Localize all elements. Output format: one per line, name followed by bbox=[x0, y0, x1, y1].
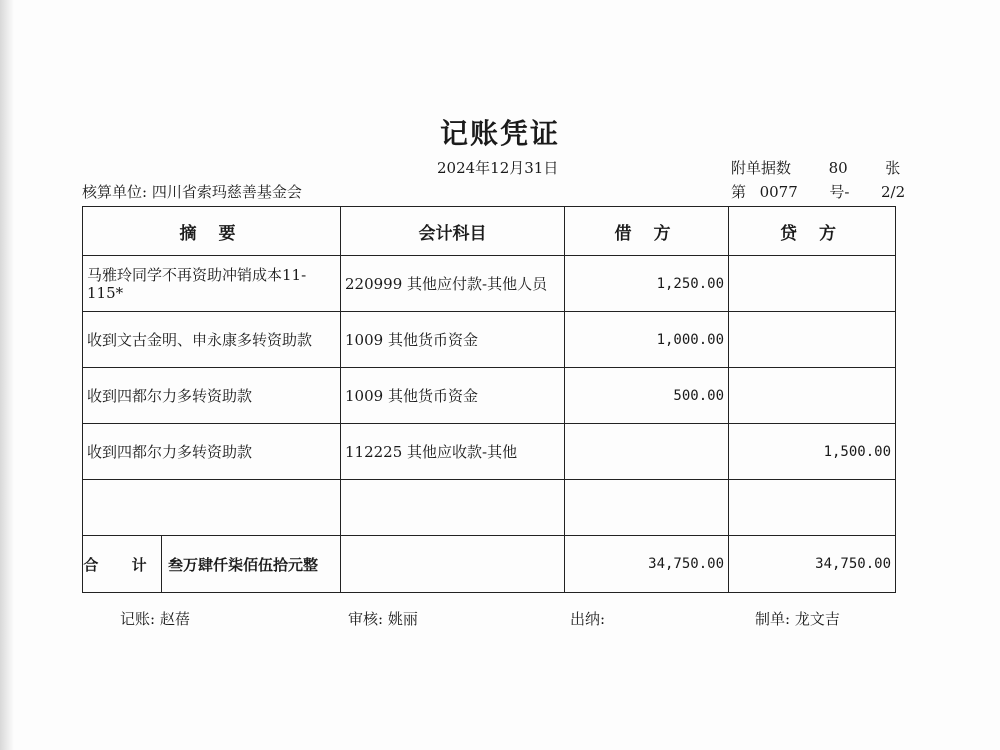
table-row-empty bbox=[83, 480, 896, 536]
row-summary: 收到四都尔力多转资助款 bbox=[83, 424, 341, 480]
voucher-date: 2024年12月31日 bbox=[437, 159, 559, 177]
row-account: 1009 其他货币资金 bbox=[341, 368, 565, 424]
total-amount-words: 叁万肆仟柒佰伍拾元整 bbox=[168, 555, 319, 574]
row-summary: 收到文古金明、申永康多转资助款 bbox=[83, 312, 341, 368]
reviewer: 审核: 姚丽 bbox=[348, 610, 418, 628]
row-account bbox=[341, 480, 565, 536]
voucher-title: 记账凭证 bbox=[439, 117, 560, 150]
row-debit bbox=[565, 424, 729, 480]
table-row bbox=[83, 424, 896, 480]
row-account: 112225 其他应收款-其他 bbox=[341, 424, 565, 480]
row-summary bbox=[83, 480, 341, 536]
table-row bbox=[83, 256, 896, 312]
row-credit: 1,500.00 bbox=[729, 424, 896, 480]
total-credit: 34,750.00 bbox=[729, 536, 896, 593]
attachments-count: 80 bbox=[828, 159, 848, 177]
row-credit bbox=[729, 368, 896, 424]
total-debit: 34,750.00 bbox=[565, 536, 729, 593]
row-summary: 收到四都尔力多转资助款 bbox=[83, 368, 341, 424]
voucher-number-value: 0077 bbox=[759, 183, 798, 201]
row-credit bbox=[729, 480, 896, 536]
row-credit bbox=[729, 256, 896, 312]
total-cell bbox=[83, 536, 341, 593]
row-debit: 1,000.00 bbox=[565, 312, 729, 368]
attachments-info bbox=[731, 157, 900, 178]
table-header bbox=[83, 207, 896, 256]
voucher-suffix: 号- bbox=[829, 183, 850, 201]
accounting-unit bbox=[82, 181, 302, 202]
row-debit bbox=[565, 480, 729, 536]
row-debit: 500.00 bbox=[565, 368, 729, 424]
header-debit: 借 方 bbox=[565, 207, 729, 256]
unit-name: 四川省索玛慈善基金会 bbox=[151, 183, 302, 201]
cashier: 出纳: bbox=[570, 610, 606, 628]
voucher-table bbox=[82, 206, 896, 593]
table-row bbox=[83, 312, 896, 368]
bookkeeper: 记账: 赵蓓 bbox=[120, 610, 190, 628]
unit-label: 核算单位: bbox=[82, 183, 148, 201]
preparer: 制单: 龙文吉 bbox=[755, 610, 840, 628]
voucher-number bbox=[731, 181, 905, 202]
row-account: 1009 其他货币资金 bbox=[341, 312, 565, 368]
header-credit: 贷 方 bbox=[729, 207, 896, 256]
total-spacer bbox=[341, 536, 565, 593]
header-account: 会计科目 bbox=[341, 207, 565, 256]
row-summary: 马雅玲同学不再资助冲销成本11-115* bbox=[83, 256, 341, 312]
attachments-label: 附单据数 bbox=[731, 159, 792, 177]
row-credit bbox=[729, 312, 896, 368]
table-row bbox=[83, 368, 896, 424]
voucher-page: 2/2 bbox=[880, 183, 906, 201]
row-account: 220999 其他应付款-其他人员 bbox=[341, 256, 565, 312]
row-debit: 1,250.00 bbox=[565, 256, 729, 312]
total-label: 合 计 bbox=[83, 536, 162, 592]
attachments-unit: 张 bbox=[885, 159, 901, 177]
total-row bbox=[83, 536, 896, 593]
voucher-prefix: 第 bbox=[731, 183, 747, 201]
header-summary: 摘 要 bbox=[83, 207, 341, 256]
